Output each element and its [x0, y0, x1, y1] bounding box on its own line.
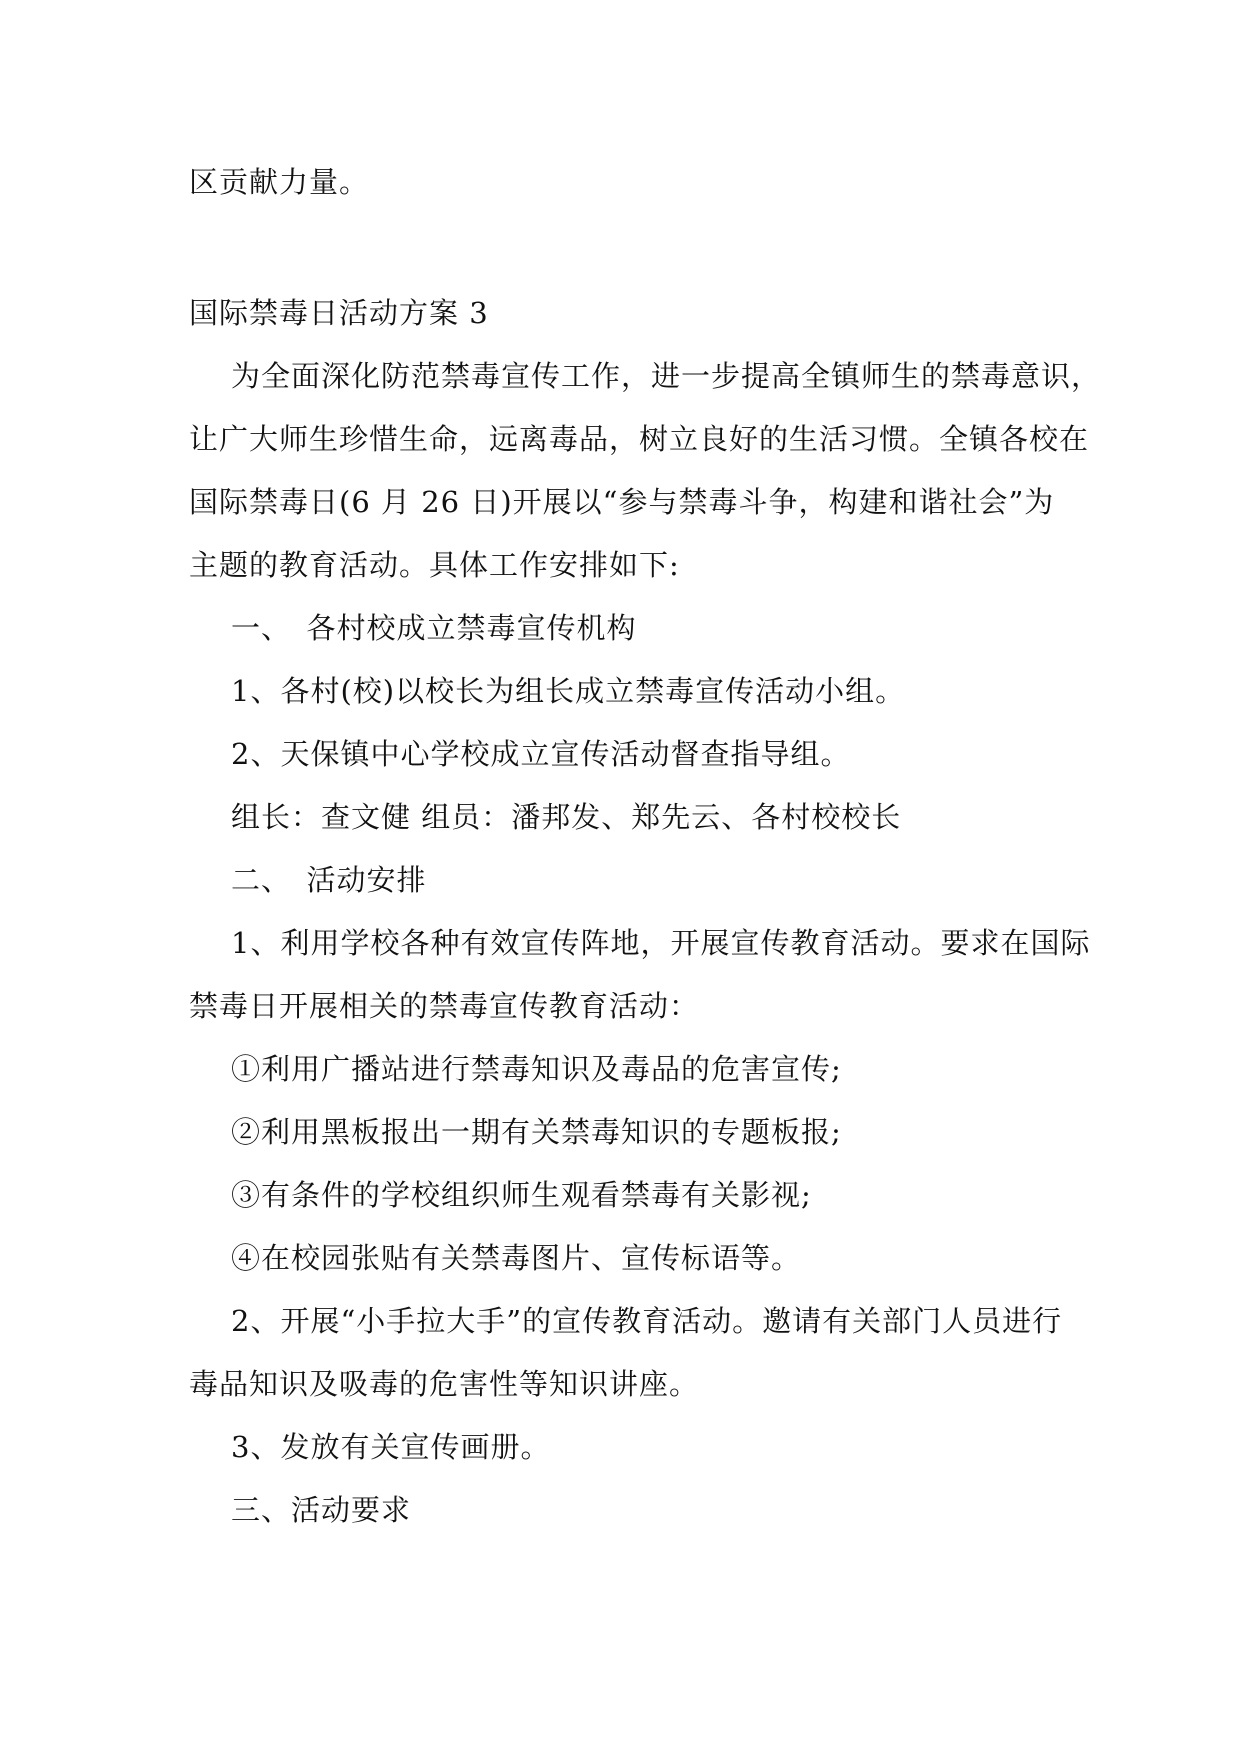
paragraph-line: 禁毒日开展相关的禁毒宣传教育活动：	[189, 989, 700, 1023]
sub-item: ①利用广播站进行禁毒知识及毒品的危害宣传;	[231, 1052, 842, 1086]
heading-one: 一、 各村校成立禁毒宣传机构	[231, 611, 637, 645]
list-item: 2、天保镇中心学校成立宣传活动督查指导组。	[231, 737, 851, 771]
paragraph-line: 主题的教育活动。具体工作安排如下:	[189, 548, 680, 582]
paragraph-line: 为全面深化防范禁毒宣传工作，进一步提高全镇师生的禁毒意识，	[231, 359, 1102, 393]
paragraph-line: 让广大师生珍惜生命，远离毒品，树立良好的生活习惯。全镇各校在	[189, 422, 1090, 456]
heading-three: 三、活动要求	[231, 1493, 412, 1527]
list-item: 1、利用学校各种有效宣传阵地，开展宣传教育活动。要求在国际	[231, 926, 1091, 960]
team-members: 组长：查文健 组员：潘邦发、郑先云、各村校校长	[231, 800, 902, 834]
paragraph-line: 毒品知识及吸毒的危害性等知识讲座。	[189, 1367, 700, 1401]
sub-item: ②利用黑板报出一期有关禁毒知识的专题板报;	[231, 1115, 842, 1149]
list-item: 1、各村(校)以校长为组长成立禁毒宣传活动小组。	[231, 674, 906, 708]
paragraph-line: 国际禁毒日(6 月 26 日)开展以“参与禁毒斗争，构建和谐社会”为	[189, 485, 1055, 519]
list-item: 2、开展“小手拉大手”的宣传教育活动。邀请有关部门人员进行	[231, 1304, 1063, 1338]
text-line-continuation: 区贡献力量。	[189, 165, 370, 199]
heading-two: 二、 活动安排	[231, 863, 427, 897]
section-title: 国际禁毒日活动方案 3	[189, 296, 489, 330]
list-item: 3、发放有关宣传画册。	[231, 1430, 551, 1464]
sub-item: ④在校园张贴有关禁毒图片、宣传标语等。	[231, 1241, 802, 1275]
sub-item: ③有条件的学校组织师生观看禁毒有关影视;	[231, 1178, 812, 1212]
